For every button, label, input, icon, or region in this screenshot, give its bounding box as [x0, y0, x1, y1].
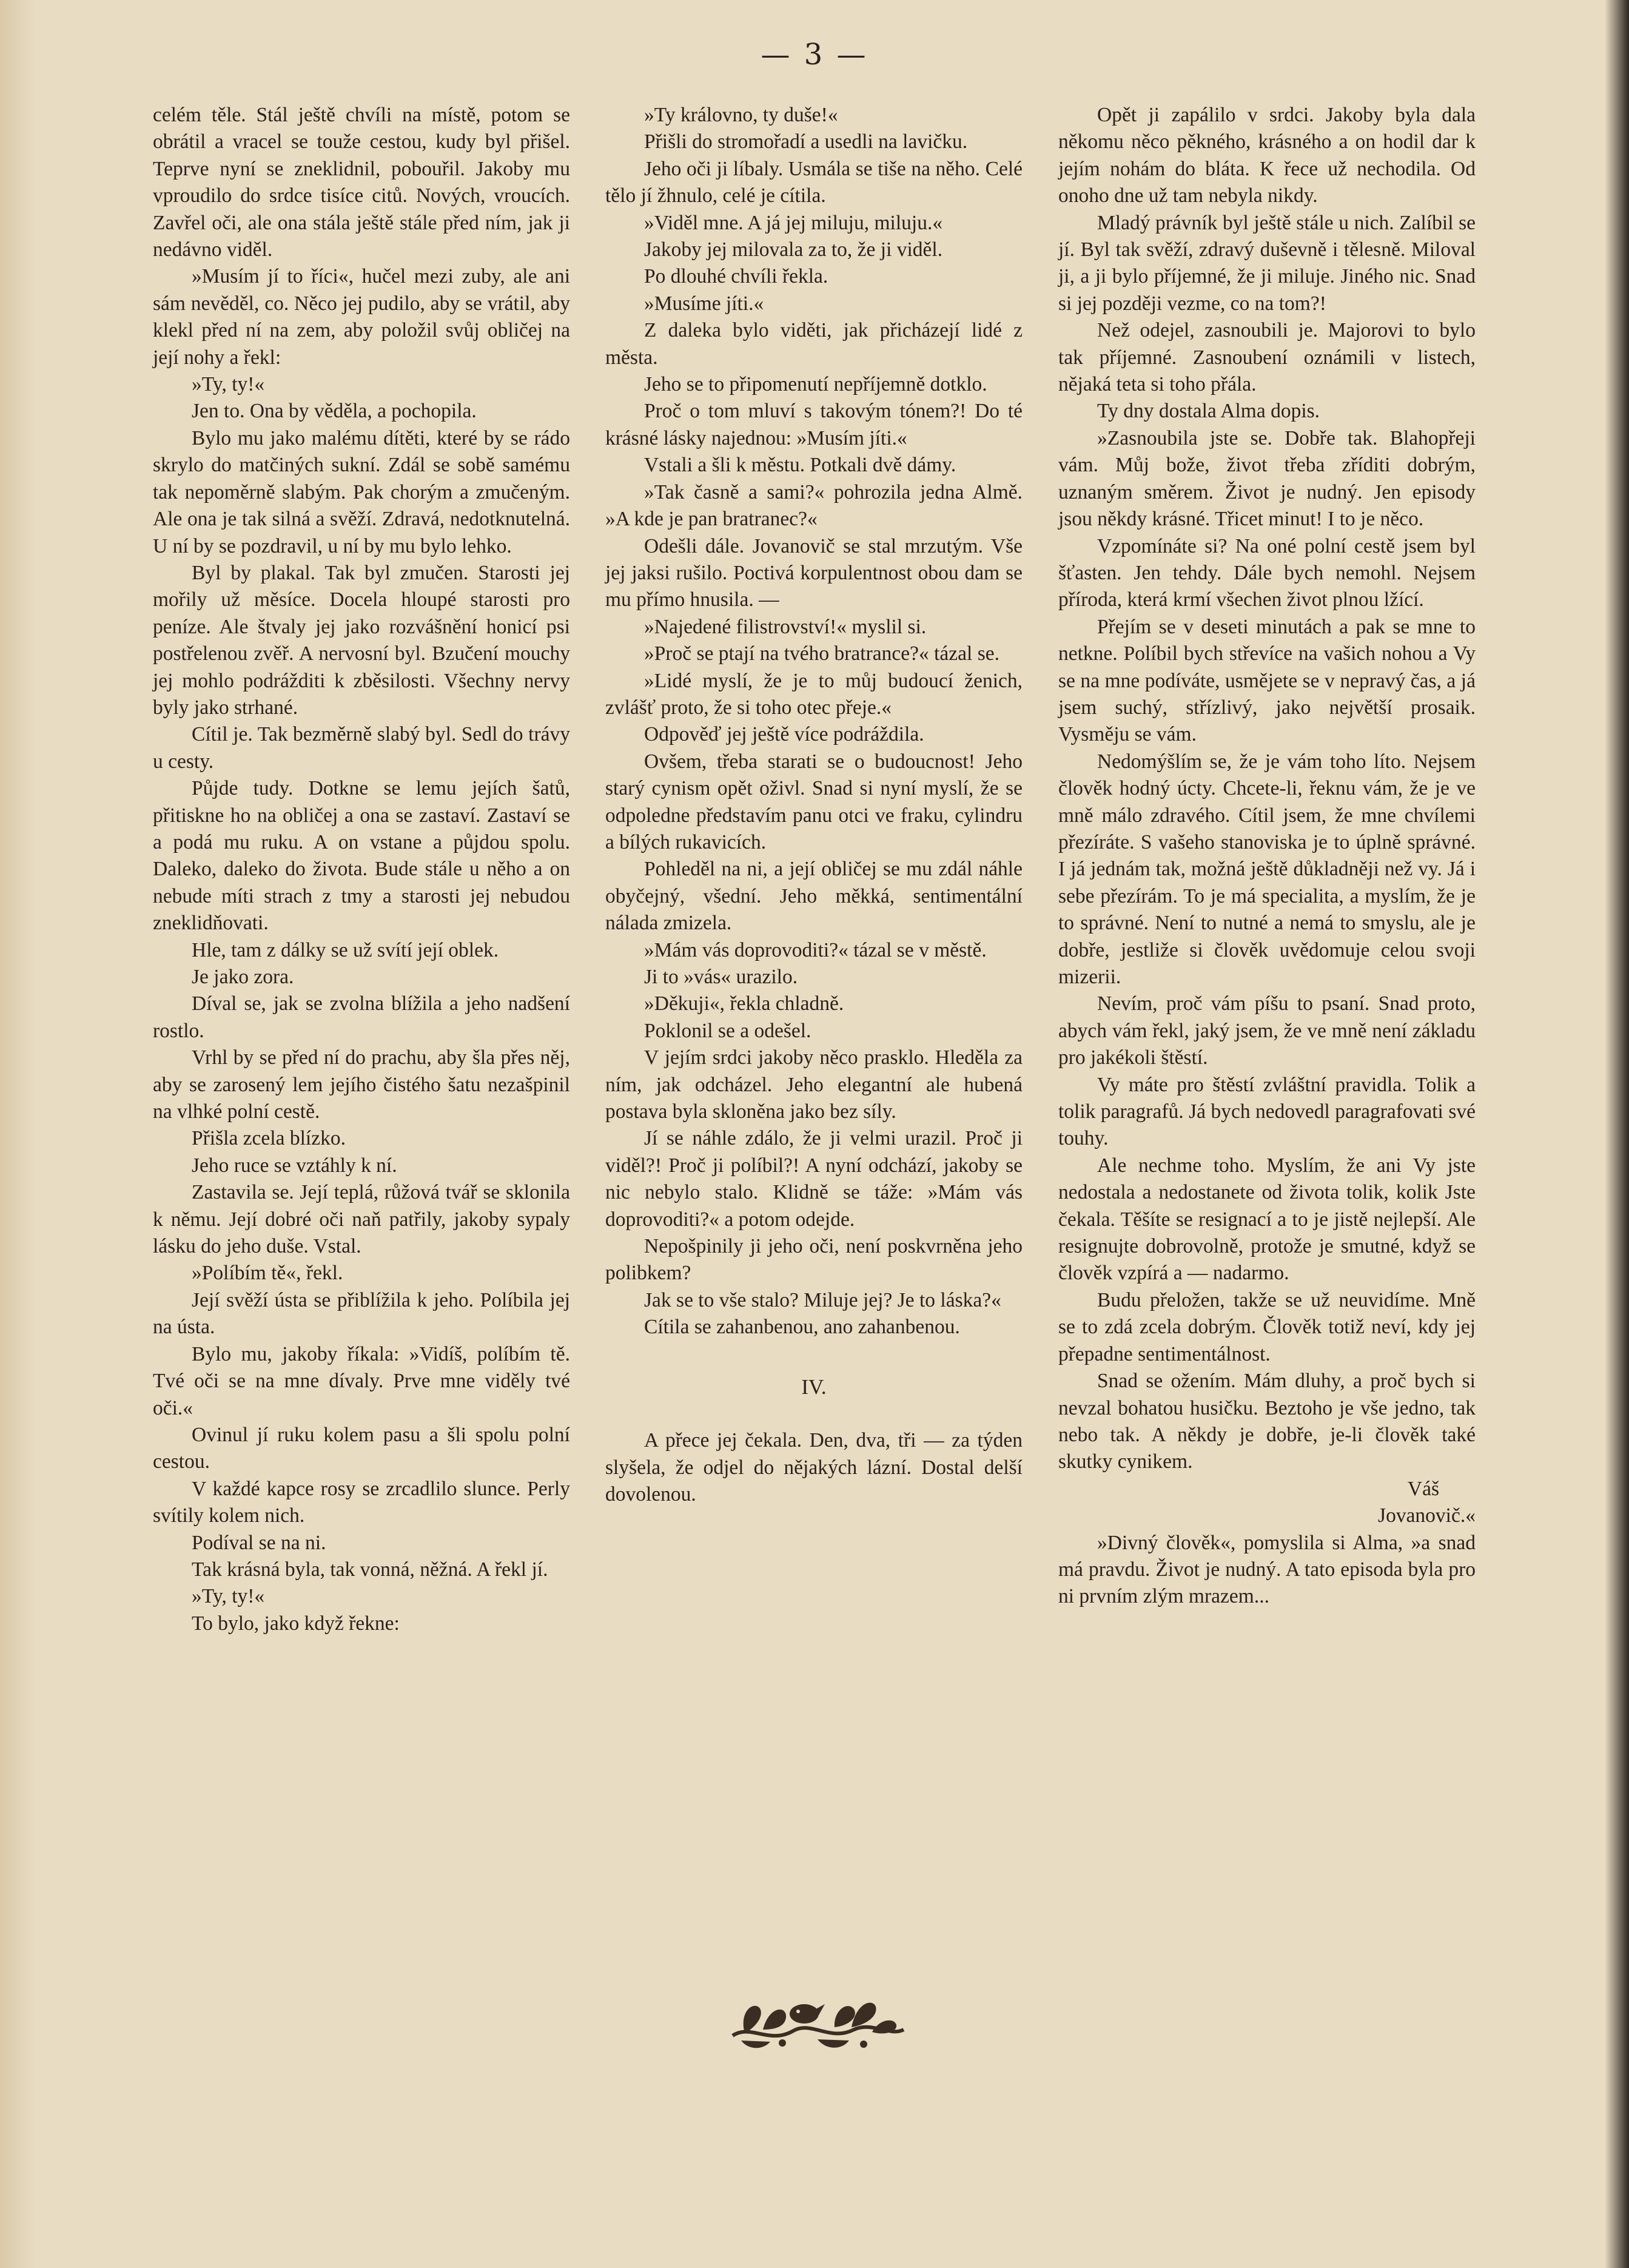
paragraph: Proč o tom mluví s takovým tónem?! Do té krásné lásky najednou: »Musím jíti.« — [605, 400, 1023, 449]
paragraph: »Musím jí to říci«, hučel mezi zuby, ale ani sám nevěděl, co. Něco jej pudilo, aby se vrátil, aby klekl před ní na zem, aby položil svůj obličej na její nohy a řekl: — [153, 265, 570, 369]
paragraph: Přišla zcela blízko. — [192, 1127, 346, 1150]
text-column-3 — [1058, 102, 1476, 1610]
paragraph: Nedomýšlím se, že je vám toho líto. Nejsem člověk hodný úcty. Chcete-li, řeknu vám, že je ve mně málo zdravého. Cítil jsem, že mne chvílemi přezíráte. S vašeho stanoviska je to úplně správné. I já jednám tak, možná ještě důkladněji než vy. Já i sebe přezírám. To je má specialita, a myslím, že je to správné. Není to nutné a nemá to smyslu, ale je dobře, jestliže si člověk uvědomuje celou svoji mizerii. — [1058, 750, 1476, 988]
paragraph: »Políbím tě«, řekl. — [192, 1262, 343, 1285]
paragraph: »Proč se ptají na tvého bratrance?« tázal se. — [644, 642, 999, 665]
paragraph: celém těle. Stál ještě chvíli na místě, potom se obrátil a vracel se touže cestou, kudy byl přišel. Teprve nyní se zneklidnil, pobouřil. Jakoby mu vproudilo do srdce tisíce citů. Nových, vroucích. Zavřel oči, ale ona stála ještě stále před ním, jak ji nedávno viděl. — [153, 104, 570, 261]
paragraph: Snad se ožením. Mám dluhy, a proč bych si nevzal bohatou husičku. Beztoho je vše jedno, tak nebo tak. A někdy je dobře, je-li člověk také skutky cynikem. — [1058, 1370, 1476, 1473]
paragraph: »Zasnoubila jste se. Dobře tak. Blahopřeji vám. Můj bože, život třeba zříditi dobrým, uznaným směrem. Život je nudný. Jen episody jsou někdy krásné. Třicet minut! I to je něco. — [1058, 426, 1476, 531]
paragraph: »Viděl mne. A já jej miluju, miluju.« — [644, 211, 943, 234]
paragraph: Podíval se na ni. — [192, 1531, 326, 1554]
paragraph: Ale nechme toho. Myslím, že ani Vy jste nedostala a nedostanete od života tolik, kolik Jste čekala. Těšíte se resignací a to je jistě nejlepší. Ale resignujte dobrovolně, protože je smutné, když se člověk vzpírá a — nadarmo. — [1058, 1154, 1476, 1285]
paragraph: Tak krásná byla, tak vonná, něžná. A řekl jí. — [192, 1558, 548, 1581]
paragraph: Poklonil se a odešel. — [644, 1019, 811, 1042]
paragraph: Jeho oči ji líbaly. Usmála se tiše na něho. Celé tělo jí žhnulo, celé je cítila. — [605, 157, 1023, 207]
paragraph: Budu přeložen, takže se už neuvidíme. Mně se to zdá zcela dobrým. Člověk totiž neví, kdy jej přepadne sentimentálnost. — [1058, 1288, 1476, 1365]
paragraph: Nevím, proč vám píšu to psaní. Snad proto, abych vám řekl, jaký jsem, že ve mně není základu pro jakékoli štěstí. — [1058, 992, 1476, 1069]
paragraph: Je jako zora. — [192, 966, 294, 988]
paragraph: Mladý právník byl ještě stále u nich. Zalíbil se jí. Byl tak svěží, zdravý duševně i tělesně. Miloval ji, a ji bylo příjemné, že ji miluje. Jiného nic. Snad si jej později vezme, co na tom?! — [1058, 211, 1476, 315]
paragraph: Nepošpinily ji jeho oči, není poskvrněna jeho polibkem? — [605, 1235, 1023, 1285]
paragraph: Odešli dále. Jovanovič se stal mrzutým. Vše jej jaksi rušilo. Poctivá korpulentnost obou dam se mu přímo hnusila. — — [605, 534, 1023, 611]
paragraph: Ji to »vás« urazilo. — [644, 966, 798, 988]
paragraph: Jeho se to připomenutí nepříjemně dotklo. — [644, 373, 987, 396]
paragraph: Jakoby jej milovala za to, že ji viděl. — [644, 238, 943, 261]
chapter-heading: IV. — [801, 1375, 827, 1399]
text-column-1 — [153, 102, 570, 1637]
paragraph: Ovinul jí ruku kolem pasu a šli spolu polní cestou. — [153, 1423, 570, 1473]
page-edge-left — [0, 0, 36, 2268]
paragraph: Ovšem, třeba starati se o budoucnost! Jeho starý cynism opět oživl. Snad si nyní myslí, že se odpoledne představím panu otci ve fraku, cylindru a bílých rukavicích. — [605, 750, 1023, 853]
paragraph: »Lidé myslí, že je to můj budoucí ženich, zvlášť proto, že si toho otec přeje.« — [605, 669, 1023, 719]
paragraph: Jovanovič.« — [1378, 1504, 1476, 1527]
paragraph: Ty dny dostala Alma dopis. — [1097, 400, 1320, 423]
paragraph: Přišli do stromořadí a usedli na lavičku. — [644, 130, 968, 153]
paragraph: Vy máte pro štěstí zvláštní pravidla. Tolik a tolik paragrafů. Já bych nedovedl paragrafovati své touhy. — [1058, 1073, 1476, 1150]
paragraph: Jeho ruce se vztáhly k ní. — [192, 1154, 397, 1177]
paragraph: Po dlouhé chvíli řekla. — [644, 265, 828, 288]
paragraph: »Děkuji«, řekla chladně. — [644, 992, 844, 1015]
paragraph: V každé kapce rosy se zrcadlilo slunce. Perly svítily kolem nich. — [153, 1477, 570, 1527]
paragraph: To bylo, jako když řekne: — [192, 1612, 400, 1635]
paragraph: Odpověď jej ještě více podráždila. — [644, 723, 924, 746]
paragraph: A přece jej čekala. Den, dva, tři — za týden slyšela, že odjel do nějakých lázní. Dostal delší dovolenou. — [605, 1429, 1023, 1506]
paragraph: Jak se to vše stalo? Miluje jej? Je to láska?« — [644, 1288, 1001, 1311]
paragraph: »Ty, ty!« — [192, 373, 265, 396]
paragraph: »Divný člověk«, pomyslila si Alma, »a snad má pravdu. Život je nudný. A tato episoda byla pro ni prvním zlým mrazem... — [1058, 1531, 1476, 1608]
paragraph: Než odejel, zasnoubili je. Majorovi to bylo tak příjemné. Zasnoubení oznámili v listech, nějaká teta si toho přála. — [1058, 319, 1476, 396]
paragraph: Vzpomínáte si? Na oné polní cestě jsem byl šťasten. Jen tehdy. Dále bych nemohl. Nejsem příroda, která krmí všechen život plnou lžící. — [1058, 534, 1476, 611]
paragraph: Z daleka bylo viděti, jak přicházejí lidé z města. — [605, 319, 1023, 369]
text-column-2 — [605, 102, 1023, 1508]
paragraph: Pohleděl na ni, a její obličej se mu zdál náhle obyčejný, všední. Jeho měkká, sentimentální nálada zmizela. — [605, 858, 1023, 935]
paragraph: »Ty, ty!« — [192, 1585, 265, 1608]
paragraph: Zastavila se. Její teplá, růžová tvář se sklonila k němu. Její dobré oči naň patřily, jakoby sypaly lásku do jeho duše. Vstal. — [153, 1181, 570, 1258]
paragraph: Cítil je. Tak bezměrně slabý byl. Sedl do trávy u cesty. — [153, 723, 570, 773]
paragraph: »Ty královno, ty duše!« — [644, 104, 838, 126]
paragraph: Přejím se v deseti minutách a pak se mne to netkne. Políbil bych střevíce na vašich nohou a Vy se na mne podíváte, usmějete se v nepravý čas, a já jsem suchý, střízlivý, jako největší prosaik. Vysměju se vám. — [1058, 615, 1476, 746]
floral-ornament-icon — [727, 1987, 909, 2054]
paragraph: Bylo mu jako malému dítěti, které by se rádo skrylo do matčiných sukní. Zdál se sobě samému tak nepoměrně slabým. Pak chorým a zmučeným. Ale ona je tak silná a svěží. Zdravá, nedotknutelná. U ní by se pozdravil, u ní by mu bylo lehko. — [153, 426, 570, 557]
paragraph: Byl by plakal. Tak byl zmučen. Starosti jej mořily už měsíce. Docela hloupé starosti pro peníze. Ale štvaly jej jako rozvášnění honicí psi postřelenou zvěř. A nervosní byl. Bzučení mouchy jej mohlo podrážditi k zběsilosti. Všechny nervy byly jako strhané. — [153, 561, 570, 719]
paragraph: Váš — [1407, 1477, 1439, 1500]
paragraph: Opět ji zapálilo v srdci. Jakoby byla dala někomu něco pěkného, krásného a on hodil dar k jejím nohám do bláta. K řece už nechodila. Od onoho dne už tam nebyla nikdy. — [1058, 104, 1476, 207]
paragraph: Vrhl by se před ní do prachu, aby šla přes něj, aby se zarosený lem jejího čistého šatu nezašpinil na vlhké polní cestě. — [153, 1046, 570, 1123]
paragraph: Cítila se zahanbenou, ano zahanbenou. — [644, 1316, 960, 1339]
paragraph: Vstali a šli k městu. Potkali dvě dámy. — [644, 454, 956, 477]
paragraph: Bylo mu, jakoby říkala: »Vidíš, políbím tě. Tvé oči se na mne dívaly. Prve mne viděly tvé oči.« — [153, 1342, 570, 1419]
paragraph: »Najedené filistrovství!« myslil si. — [644, 615, 927, 638]
paragraph: »Mám vás doprovoditi?« tázal se v městě. — [644, 938, 987, 961]
paragraph: Půjde tudy. Dotkne se lemu jejích šatů, přitiskne ho na obličej a ona se zastaví. Zastaví se a podá mu ruku. A on vstane a půjdou spolu. Daleko, daleko do života. Bude stále u něho a on nebude míti strach z tmy a starosti jej nebudou zneklidňovati. — [153, 777, 570, 935]
paragraph: Jen to. Ona by věděla, a pochopila. — [192, 400, 477, 423]
paragraph: V jejím srdci jakoby něco prasklo. Hleděla za ním, jak odcházel. Jeho elegantní ale hubená postava byla skloněna jako bez síly. — [605, 1046, 1023, 1123]
page-edge-right — [1605, 0, 1629, 2268]
paragraph: Díval se, jak se zvolna blížila a jeho nadšení rostlo. — [153, 992, 570, 1042]
page-number: — 3 — — [761, 38, 868, 72]
paragraph: Její svěží ústa se přiblížila k jeho. Políbila jej na ústa. — [153, 1288, 570, 1339]
paragraph: Jí se náhle zdálo, že ji velmi urazil. Proč ji viděl?! Proč ji políbil?! A nyní odchází, jakoby se nic nebylo stalo. Klidně se táže: »Mám vás doprovoditi?« a potom odejde. — [605, 1127, 1023, 1231]
paragraph: »Tak časně a sami?« pohrozila jedna Almě. »A kde je pan bratranec?« — [605, 480, 1023, 531]
paragraph: »Musíme jíti.« — [644, 292, 764, 315]
paragraph: Hle, tam z dálky se už svítí její oblek. — [192, 938, 499, 961]
